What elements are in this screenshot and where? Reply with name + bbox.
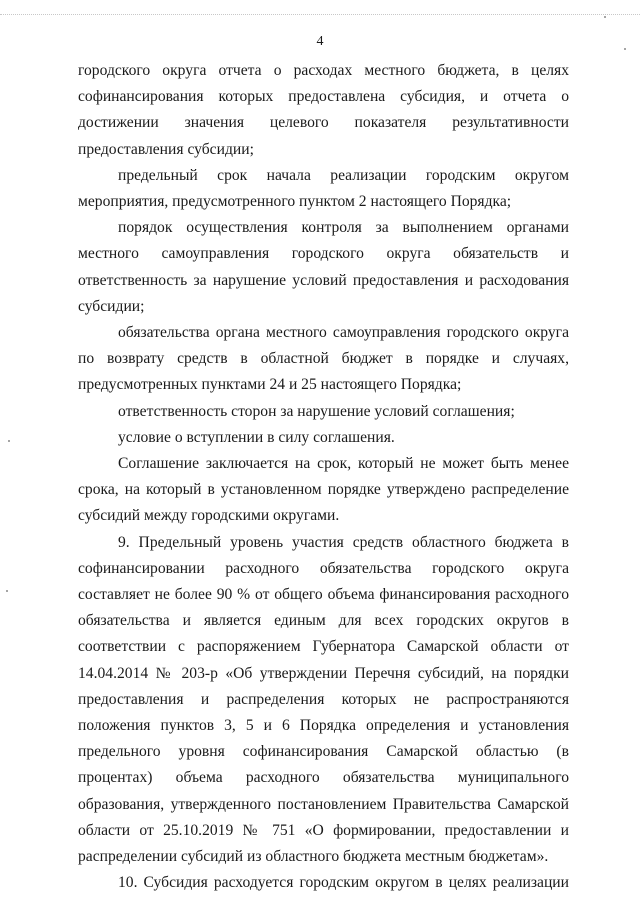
scan-top-edge — [0, 14, 640, 16]
scan-speck — [624, 48, 626, 50]
paragraph-agreement-term: Соглашение заключается на срок, который не может быть менее срока, на который в установленном порядке утверждено распределение субсидий между городскими округами. — [78, 455, 569, 525]
paragraph-section-9: 9. Предельный уровень участия средств областного бюджета в софинансировании расходного обязательства городского округа составляет не более 90 % от общего объема финансирования расходного обязательства и является единым для всех городских округов в соответствии с распоряжением Губернатора Самарской области от 14.04.2014 № 203-р «Об утверждении Перечня субсидий, на порядки предоставления и распределения которых не распространяются положения пунктов 3, 5 и 6 Порядка определения и установления предельного уровня софинансирования Самарской областью (в процентах) объема расходного обязательства муниципального образования, утвержденного постановлением Правительства Самарской области от 25.10.2019 № 751 «О формировании, предоставлении и распределении субсидий из областного бюджета местным бюджетам». — [78, 533, 569, 866]
scan-speck — [8, 440, 10, 442]
scan-speck — [6, 590, 8, 592]
page-number: 4 — [316, 34, 324, 49]
paragraph-parties-liability: ответственность сторон за нарушение условий соглашения; — [118, 402, 515, 420]
paragraph-refund-obligations: обязательства органа местного самоуправления городского округа по возврату средств в областной бюджет в порядке и случаях, предусмотренных пунктами 24 и 25 настоящего Порядка; — [78, 324, 569, 394]
paragraph-section-10: 10. Субсидия расходуется городским округом в целях реализации — [118, 874, 569, 892]
document-body — [78, 58, 569, 897]
paragraph-control-procedure: порядок осуществления контроля за выполнением органами местного самоуправления городского округа обязательств и ответственность за нарушение условий предоставления и расходования субсидии; — [78, 219, 569, 315]
paragraph-report-conditions: городского округа отчета о расходах местного бюджета, в целях софинансирования которых предоставлена субсидия, и отчета о достижении значения целевого показателя результативности предоставления субсидии; — [78, 62, 569, 158]
paragraph-start-deadline: предельный срок начала реализации городским округом мероприятия, предусмотренного пунктом 2 настоящего Порядка; — [78, 166, 569, 211]
scan-speck — [604, 16, 606, 18]
paragraph-entry-into-force: условие о вступлении в силу соглашения. — [118, 428, 395, 446]
